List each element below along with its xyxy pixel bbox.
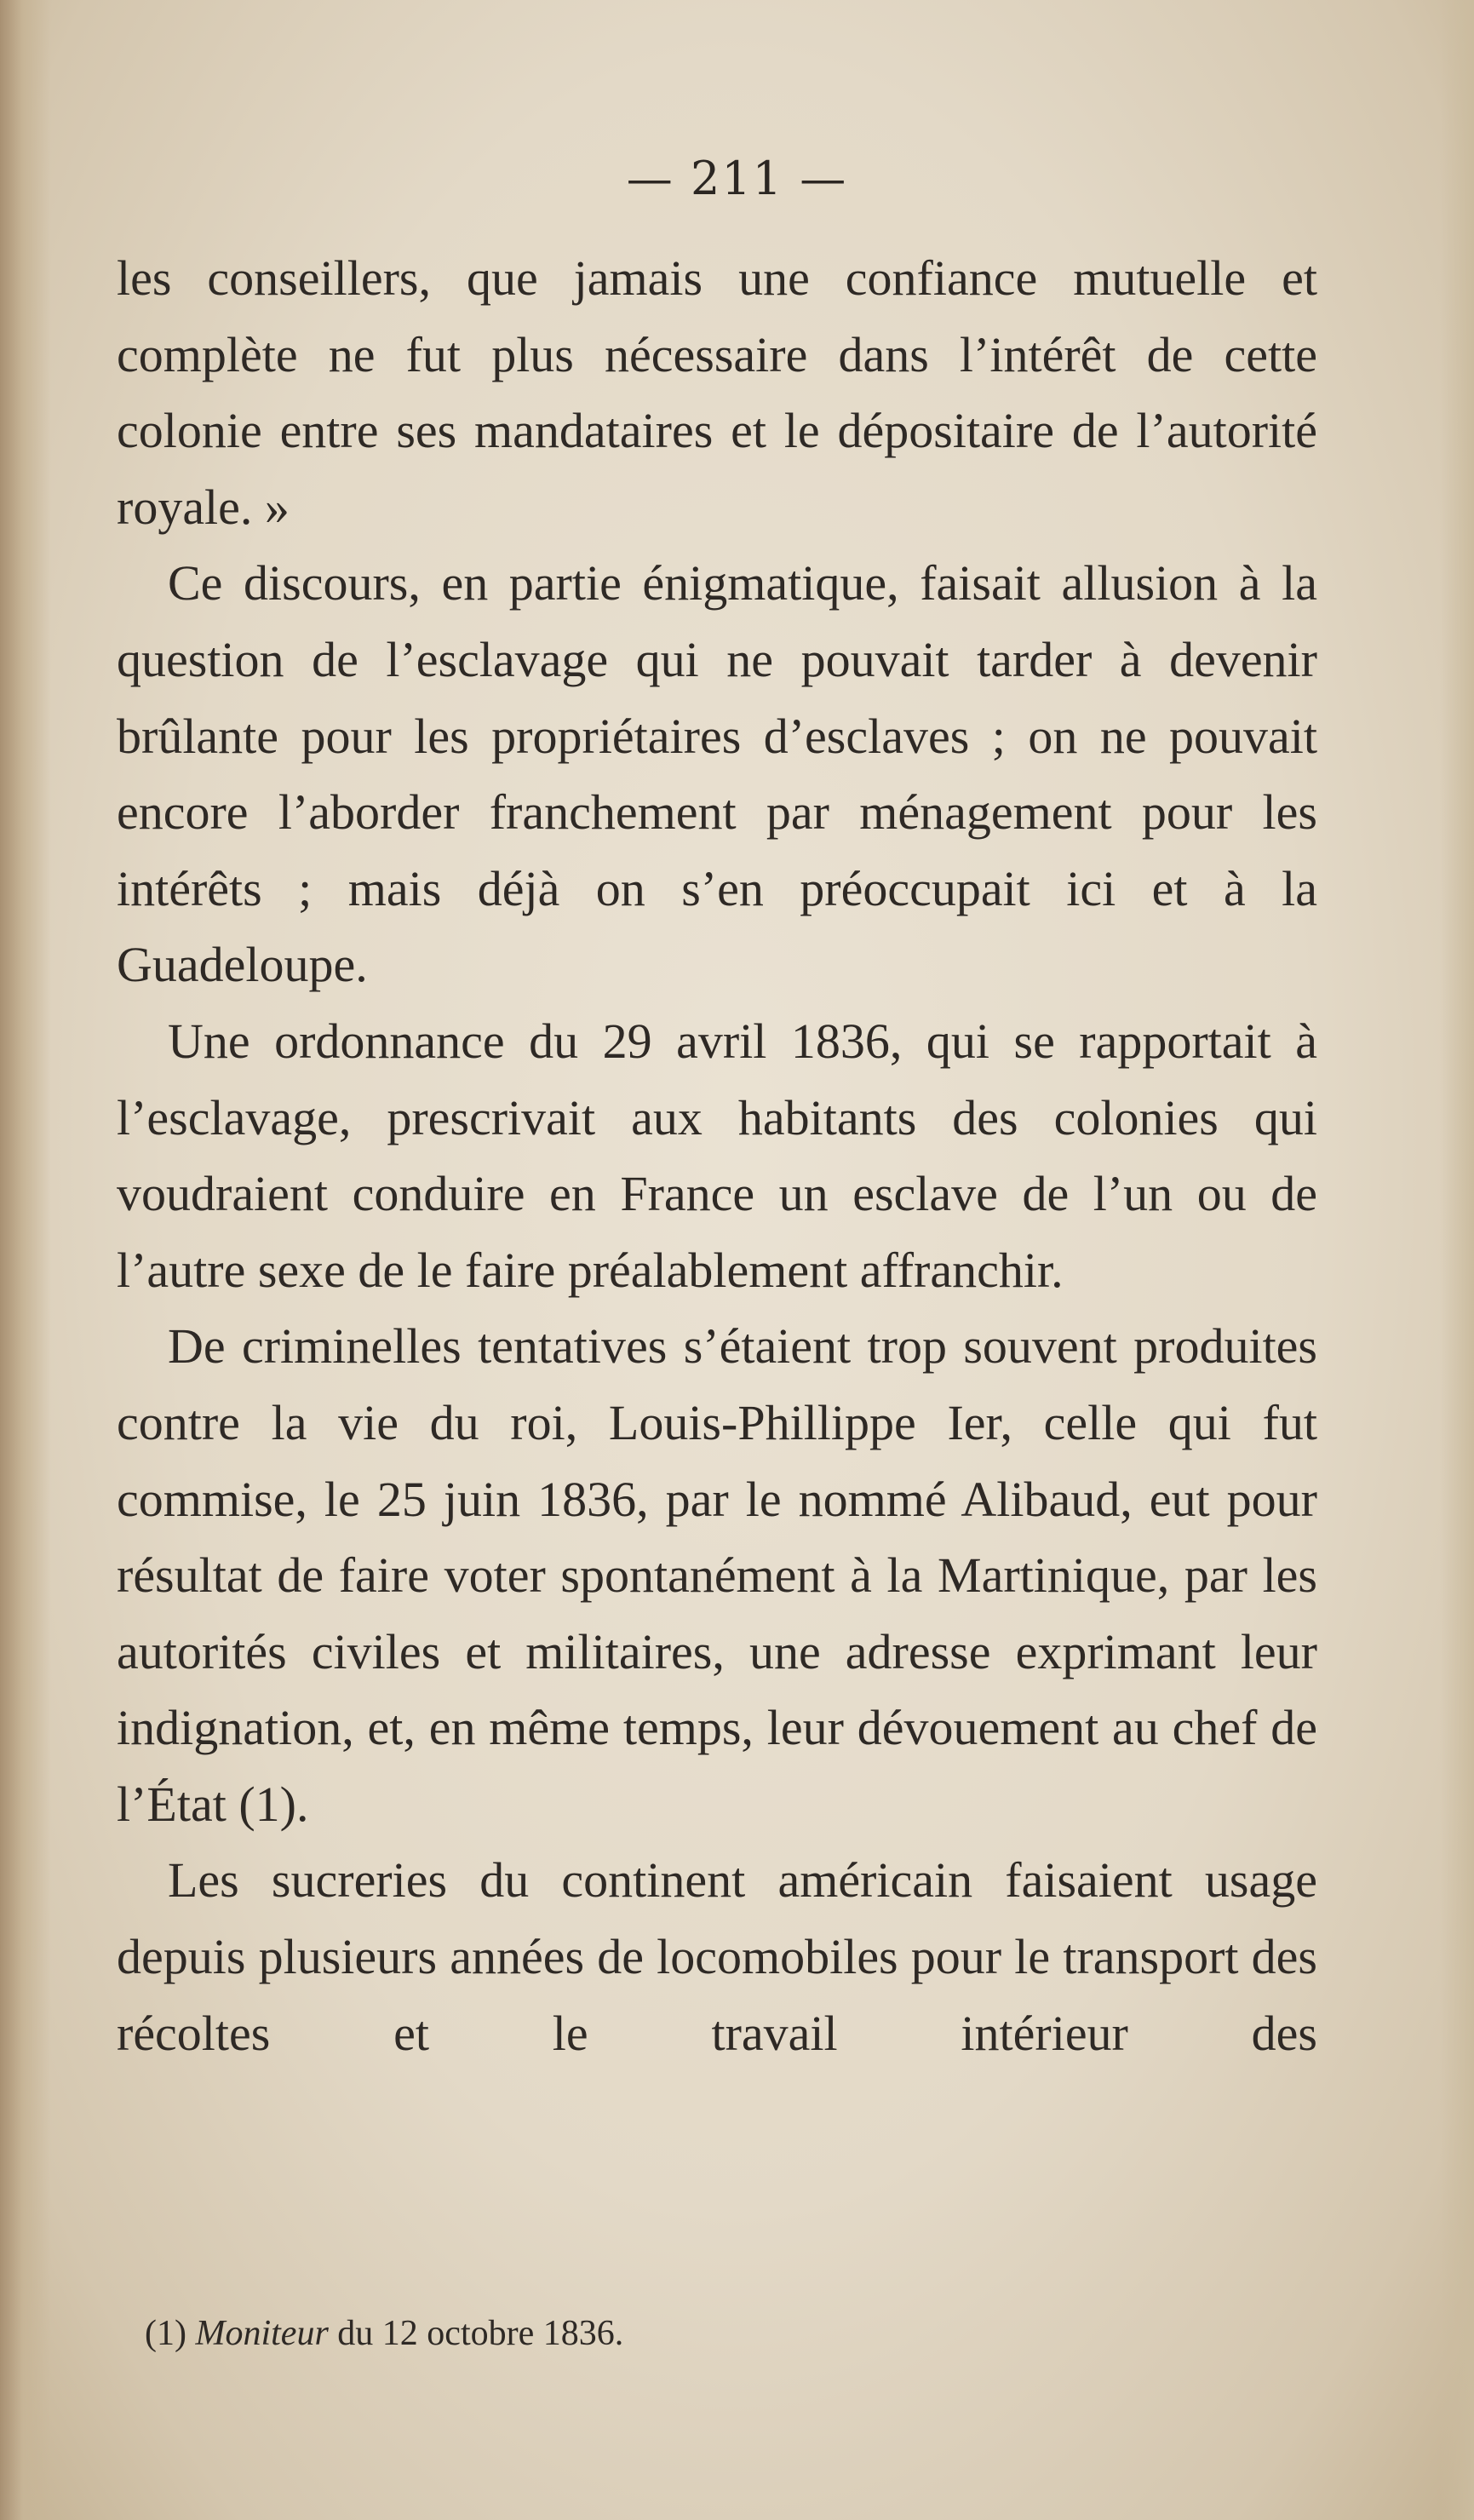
- page-edge-shadow-right: [1440, 0, 1474, 2520]
- paragraph-sucreries: Les sucreries du continent américain faisaient usage depuis plusieurs années de locomobiles pour le transport des récoltes et le travail intérieur des: [117, 1852, 1317, 2061]
- paragraph-tentatives: De criminelles tentatives s’étaient trop souvent produites contre la vie du roi, Louis-Phillippe Ier, celle qui fut commise, le 25 juin 1836, par le nommé Alibaud, eut pour résultat de faire voter spontanément à la Martinique, par les autorités civiles et militaires, une adresse exprimant leur indignation, et, en même temps, leur dévouement au chef de l’État (1).: [117, 1318, 1317, 1832]
- paragraph-continuation: les conseillers, que jamais une confiance mutuelle et complète ne fut plus nécessaire dans l’intérêt de cette colonie entre ses mandataires et le dépositaire de l’autorité royale. »: [117, 250, 1317, 535]
- footnote-source: Moniteur: [195, 2314, 329, 2353]
- body-text: [117, 240, 1317, 2071]
- footnote-text: du 12 octobre 1836.: [337, 2314, 624, 2353]
- page-edge-shadow-left: [0, 0, 51, 2520]
- paragraph-ordonnance: Une ordonnance du 29 avril 1836, qui se rapportait à l’esclavage, prescrivait aux habitants des colonies qui voudraient conduire en France un esclave de l’un ou de l’autre sexe de le faire préalablement affranchir.: [117, 1013, 1317, 1298]
- footnote: [145, 2313, 623, 2354]
- paragraph-discours: Ce discours, en partie énigmatique, faisait allusion à la question de l’esclavage qui ne pouvait tarder à devenir brûlante pour les propriétaires d’esclaves ; on ne pouvait encore l’aborder franchement par ménagement pour les intérêts ; mais déjà on s’en préoccupait ici et à la Guadeloupe.: [117, 555, 1317, 993]
- page-number: — 211 —: [626, 152, 848, 205]
- footnote-marker: (1): [145, 2314, 186, 2353]
